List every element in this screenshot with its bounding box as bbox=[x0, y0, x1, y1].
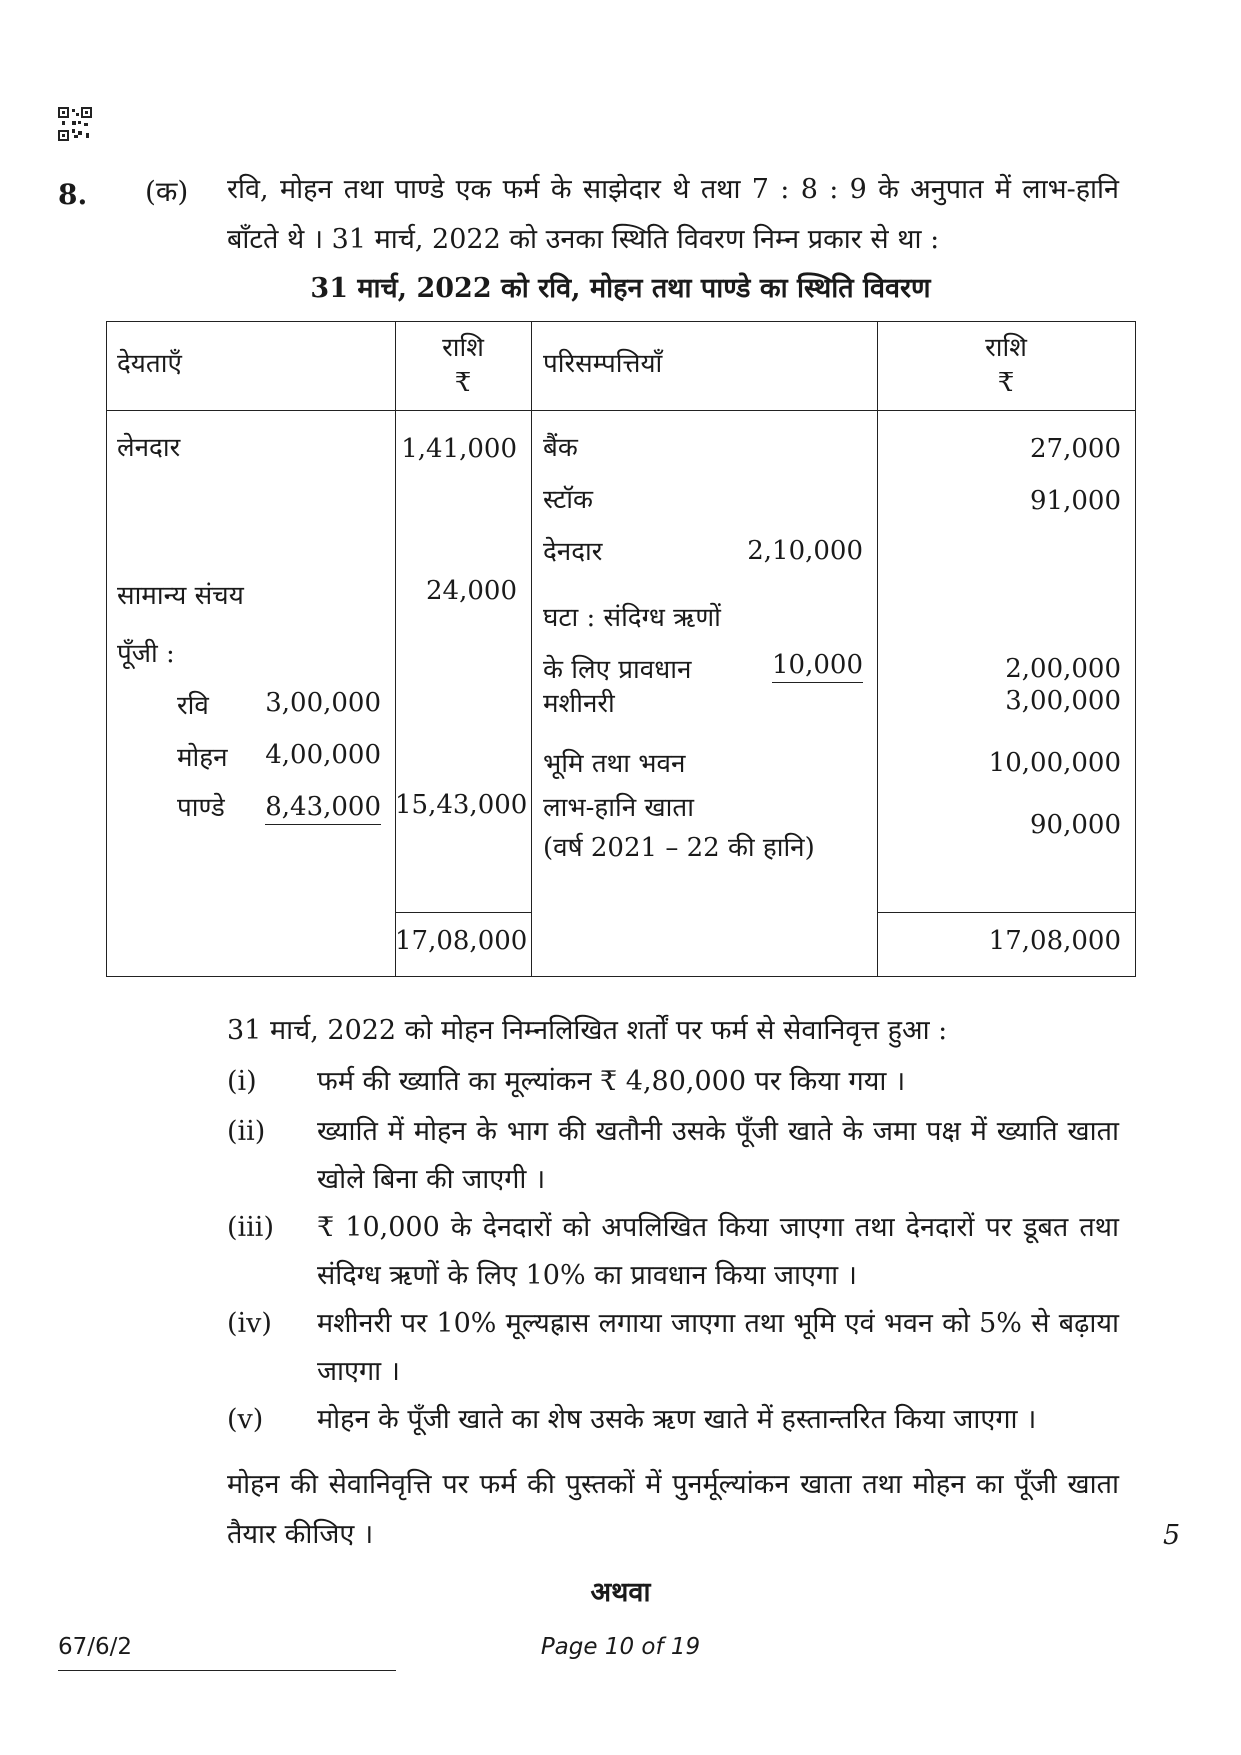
balance-sheet-title: 31 मार्च, 2022 को रवि, मोहन तथा पाण्डे का स्थिति विवरण bbox=[310, 273, 931, 304]
bank-amount: 27,000 bbox=[1030, 434, 1121, 464]
debtors-gross: 2,10,000 bbox=[747, 536, 863, 566]
partner-name: रवि bbox=[177, 691, 209, 721]
creditors-label: लेनदार bbox=[117, 433, 181, 463]
provision-amount-value: 10,000 bbox=[772, 650, 863, 683]
header-amount-right: राशि bbox=[985, 333, 1027, 363]
partner-capital bbox=[257, 792, 381, 822]
qr-code-icon bbox=[58, 107, 92, 141]
machinery-amount: 3,00,000 bbox=[1005, 686, 1121, 716]
or-label: अथवा bbox=[590, 1577, 651, 1608]
marks: 5 bbox=[1163, 1520, 1181, 1551]
assets-total: 17,08,000 bbox=[988, 926, 1121, 956]
partner-capital: 4,00,000 bbox=[265, 740, 381, 770]
conditions-heading: 31 मार्च, 2022 को मोहन निम्नलिखित शर्तों पर फर्म से सेवानिवृत्त हुआ : bbox=[227, 1015, 948, 1046]
condition-number: (i) bbox=[227, 1066, 257, 1097]
condition-number: (iv) bbox=[227, 1308, 272, 1339]
provision-label: के लिए प्रावधान bbox=[543, 655, 692, 685]
page-number: Page 10 of 19 bbox=[540, 1634, 701, 1660]
condition-text: ₹ 10,000 के देनदारों को अपलिखित किया जाएगा तथा देनदारों पर डूबत तथा संदिग्ध ऋणों के लिए 10% का प्रावधान किया जाएगा । bbox=[317, 1212, 1119, 1291]
pl-account-label: लाभ-हानि खाता bbox=[543, 793, 694, 823]
condition-number: (ii) bbox=[227, 1116, 266, 1147]
column-divider bbox=[877, 322, 878, 976]
bank-label: बैंक bbox=[543, 433, 578, 463]
capital-label: पूँजी : bbox=[117, 639, 175, 669]
partner-capital-value: 8,43,000 bbox=[265, 792, 381, 825]
paper-code: 67/6/2 bbox=[58, 1634, 133, 1660]
header-divider bbox=[107, 410, 1135, 411]
stock-label: स्टॉक bbox=[543, 485, 593, 515]
provision-amount bbox=[727, 650, 863, 680]
pl-account-sub: (वर्ष 2021 – 22 की हानि) bbox=[543, 833, 815, 863]
general-reserve-amount: 24,000 bbox=[426, 576, 517, 606]
machinery-label: मशीनरी bbox=[543, 689, 615, 719]
less-provision-label: घटा : संदिग्ध ऋणों bbox=[543, 603, 721, 633]
capital-total: 15,43,000 bbox=[395, 790, 528, 820]
stock-amount: 91,000 bbox=[1030, 486, 1121, 516]
partner-capital: 3,00,000 bbox=[265, 688, 381, 718]
partner-name: पाण्डे bbox=[177, 793, 225, 823]
question-number: 8. bbox=[58, 178, 88, 211]
general-reserve-label: सामान्य संचय bbox=[117, 581, 244, 611]
condition-text: मशीनरी पर 10% मूल्यह्रास लगाया जाएगा तथा भूमि एवं भवन को 5% से बढ़ाया जाएगा । bbox=[317, 1308, 1119, 1387]
condition-text: ख्याति में मोहन के भाग की खतौनी उसके पूँजी खाते के जमा पक्ष में ख्याति खाता खोले बिना की जाएगी । bbox=[317, 1116, 1119, 1195]
column-divider bbox=[531, 322, 532, 976]
partner-name: मोहन bbox=[177, 743, 228, 773]
column-divider bbox=[395, 322, 396, 976]
pl-account-amount: 90,000 bbox=[1030, 810, 1121, 840]
footer-rule bbox=[58, 1670, 396, 1671]
condition-text: मोहन के पूँजी खाते का शेष उसके ऋण खाते में हस्तान्तरित किया जाएगा । bbox=[317, 1404, 1037, 1435]
requirement-text: मोहन की सेवानिवृत्ति पर फर्म की पुस्तकों में पुनर्मूल्यांकन खाता तथा मोहन का पूँजी खाता तैयार कीजिए । bbox=[227, 1469, 1119, 1550]
header-liabilities: देयताएँ bbox=[117, 349, 182, 379]
header-amount-left: राशि bbox=[442, 333, 484, 363]
header-assets: परिसम्पत्तियाँ bbox=[543, 349, 663, 379]
land-building-amount: 10,00,000 bbox=[988, 748, 1121, 778]
debtors-label: देनदार bbox=[543, 537, 603, 567]
total-rule bbox=[877, 912, 1135, 913]
land-building-label: भूमि तथा भवन bbox=[543, 749, 686, 779]
condition-number: (v) bbox=[227, 1404, 264, 1435]
header-currency-right: ₹ bbox=[997, 368, 1015, 398]
liabilities-total: 17,08,000 bbox=[395, 926, 528, 956]
total-rule bbox=[395, 912, 531, 913]
net-debtors-amount: 2,00,000 bbox=[1005, 654, 1121, 684]
condition-text: फर्म की ख्याति का मूल्यांकन ₹ 4,80,000 पर किया गया । bbox=[317, 1066, 906, 1097]
question-part: (क) bbox=[145, 175, 189, 208]
condition-number: (iii) bbox=[227, 1212, 274, 1243]
balance-sheet-table bbox=[106, 321, 1136, 977]
question-intro: रवि, मोहन तथा पाण्डे एक फर्म के साझेदार थे तथा 7 : 8 : 9 के अनुपात में लाभ-हानि बाँटते थे । 31 मार्च, 2022 को उनका स्थिति विवरण निम्न प्रकार से था : bbox=[227, 174, 1119, 255]
creditors-amount: 1,41,000 bbox=[401, 434, 517, 464]
header-currency-left: ₹ bbox=[454, 368, 472, 398]
